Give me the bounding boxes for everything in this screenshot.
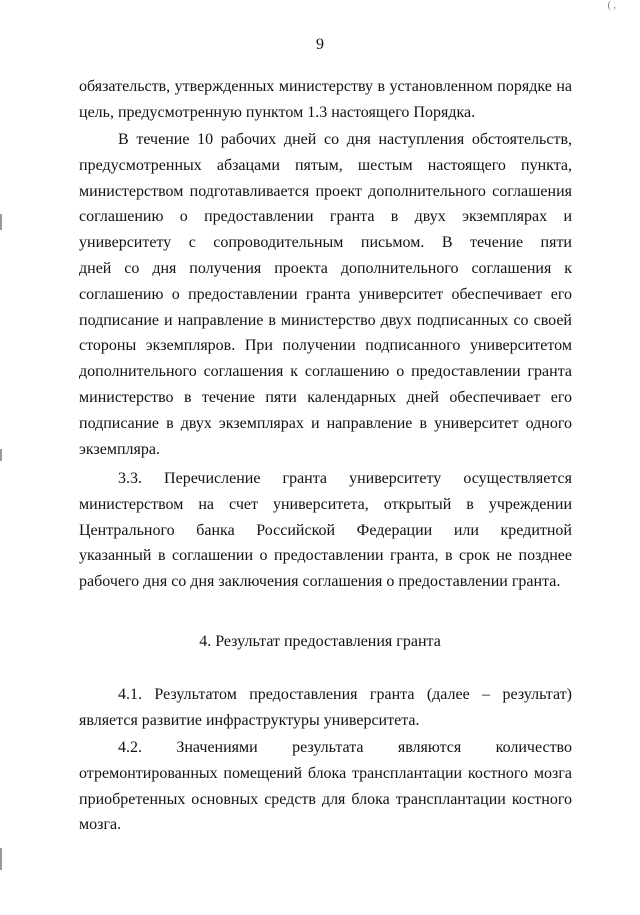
text-line: рабочего дня со дня заключения соглашения о предоставлении гранта. <box>79 573 561 591</box>
text-line: 4.2. Значениями результата являются количество <box>118 739 572 756</box>
text-line: министерство в течение пяти календарных дней обеспечивает его <box>79 388 572 406</box>
text-line: экземпляра. <box>79 440 160 458</box>
paragraph-3-3 <box>79 466 572 595</box>
text-line: 3.3. Перечисление гранта университету осуществляется <box>118 470 572 487</box>
text-line: предусмотренных абзацами пятым, шестым настоящего пункта, <box>79 156 572 174</box>
scan-corner-mark: ( , <box>607 0 616 11</box>
paragraph-4-1 <box>79 682 572 734</box>
text-line: соглашению о предоставлении гранта университет обеспечивает его <box>79 285 572 303</box>
scan-edge-mark <box>0 449 2 461</box>
scan-edge-mark <box>0 848 2 870</box>
text-line: 4.1. Результатом предоставления гранта (далее – результат) <box>118 686 572 703</box>
text-line: университету с сопроводительным письмом. В течение пяти <box>79 234 572 252</box>
text-line: министерством на счет университета, открытый в учреждении <box>79 495 572 513</box>
text-line: указанный в соглашении о предоставлении гранта, в срок не позднее <box>79 547 572 565</box>
text-line: В течение 10 рабочих дней со дня наступления обстоятельств, <box>118 131 572 148</box>
paragraph-4-2 <box>79 735 572 838</box>
text-line: мозга. <box>79 816 122 834</box>
page-number: 9 <box>316 36 324 53</box>
text-line: соглашению о предоставлении гранта в двух экземплярах и <box>79 208 572 226</box>
text-line: является развитие инфраструктуры университета. <box>79 711 420 729</box>
paragraph-additional-agreement <box>79 127 572 462</box>
paragraph-continuation <box>79 74 572 126</box>
section-heading: 4. Результат предоставления гранта <box>199 633 441 650</box>
text-line: подписание в двух экземплярах и направление в университет одного <box>79 414 572 432</box>
text-line: приобретенных основных средств для блока трансплантации костного <box>79 790 572 808</box>
text-line: Центрального банка Российской Федерации или кредитной <box>79 521 572 539</box>
text-line: цель, предусмотренную пунктом 1.3 настоящего Порядка. <box>79 103 476 121</box>
text-line: стороны экземпляров. При получении подписанного университетом <box>79 337 572 355</box>
text-line: обязательств, утвержденных министерству в установленном порядке на <box>79 78 572 95</box>
text-line: подписание и направление в министерство двух подписанных со своей <box>79 311 572 329</box>
text-line: отремонтированных помещений блока трансплантации костного мозга <box>79 764 572 782</box>
text-line: дополнительного соглашения к соглашению о предоставлении гранта <box>79 363 572 381</box>
scan-edge-mark <box>0 214 2 230</box>
text-line: министерством подготавливается проект дополнительного соглашения <box>79 182 572 200</box>
text-line: дней со дня получения проекта дополнительного соглашения к <box>79 259 572 277</box>
